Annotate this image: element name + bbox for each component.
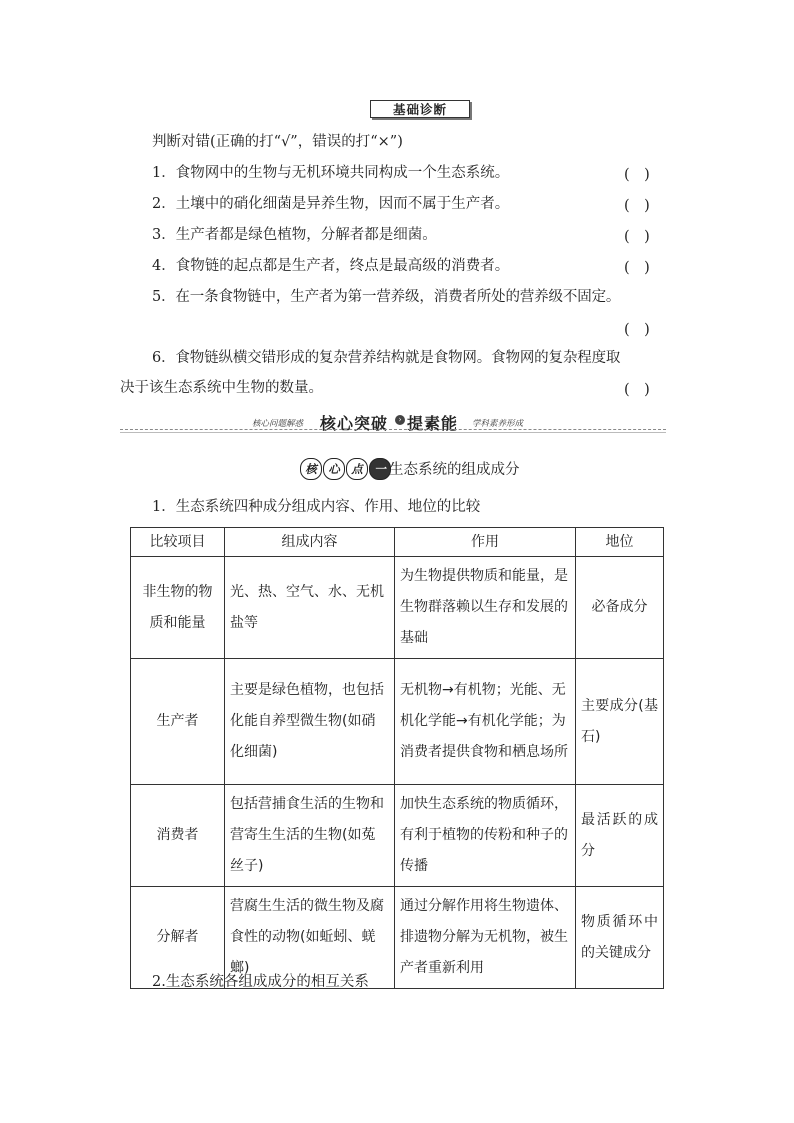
table-cell: 加快生态系统的物质循环，有利于植物的传粉和种子的传播 <box>395 785 576 887</box>
badge-char: 核 <box>300 458 322 480</box>
table-cell: 包括营捕食生活的生物和营寄生生活的生物(如菟丝子) <box>225 785 395 887</box>
table-cell: 生产者 <box>131 659 225 785</box>
answer-paren-4[interactable]: ( ) <box>624 260 650 276</box>
table-cell: 主要是绿色植物，也包括化能自养型微生物(如硝化细菌) <box>225 659 395 785</box>
answer-paren-6[interactable]: ( ) <box>624 382 650 398</box>
question-6-line2: 决于该生态系统中生物的数量。 <box>120 380 323 396</box>
badge-char: 点 <box>346 458 368 480</box>
section-title-part1: 核心突破 <box>320 414 389 433</box>
answer-paren-2[interactable]: ( ) <box>624 198 650 214</box>
divider-rule <box>120 429 666 430</box>
table-row <box>131 557 664 659</box>
table-cell: 消费者 <box>131 785 225 887</box>
answer-paren-1[interactable]: ( ) <box>624 167 650 183</box>
question-4: 4．食物链的起点都是生产者，终点是最高级的消费者。 <box>152 258 510 274</box>
diagnosis-banner: 基础诊断 <box>370 100 470 118</box>
badge-char: 心 <box>323 458 345 480</box>
answer-paren-5[interactable]: ( ) <box>624 322 650 338</box>
section-right-caption: 学科素养形成 <box>472 419 524 429</box>
question-2: 2．土壤中的硝化细菌是异养生物，因而不属于生产者。 <box>152 196 510 212</box>
header-cell: 组成内容 <box>225 528 395 557</box>
badge-char: 一 <box>369 458 391 480</box>
question-1: 1．食物网中的生物与无机环境共同构成一个生态系统。 <box>152 165 510 181</box>
section-left-caption: 核心问题解惑 <box>252 419 304 429</box>
question-6-line1: 6．食物链纵横交错形成的复杂营养结构就是食物网。食物网的复杂程度取 <box>152 350 621 366</box>
table-cell: 必备成分 <box>576 557 664 659</box>
core-point-badge <box>300 458 391 480</box>
instruction-text: 判断对错(正确的打“√”，错误的打“×”) <box>152 134 403 150</box>
divider-rule-bottom <box>120 432 666 433</box>
table-heading: 1．生态系统四种成分组成内容、作用、地位的比较 <box>152 499 481 515</box>
table-cell: 营腐生生活的微生物及腐食性的动物(如蚯蚓、蜣螂) <box>225 887 395 989</box>
answer-paren-3[interactable]: ( ) <box>624 229 650 245</box>
header-cell: 地位 <box>576 528 664 557</box>
arrow-circle-icon: › <box>395 415 405 425</box>
table-cell: 物质循环中的关键成分 <box>576 887 664 989</box>
table-cell: 主要成分(基石) <box>576 659 664 785</box>
comparison-table <box>130 527 664 989</box>
table-cell: 为生物提供物质和能量，是生物群落赖以生存和发展的基础 <box>395 557 576 659</box>
section-divider <box>120 408 666 434</box>
table-cell: 通过分解作用将生物遗体、排遗物分解为无机物，被生产者重新利用 <box>395 887 576 989</box>
point-title: 生态系统的组成成分 <box>389 462 520 478</box>
question-5: 5．在一条食物链中，生产者为第一营养级，消费者所处的营养级不固定。 <box>152 289 621 305</box>
header-cell: 比较项目 <box>131 528 225 557</box>
table-cell: 分解者 <box>131 887 225 989</box>
header-cell: 作用 <box>395 528 576 557</box>
table-header-row <box>131 528 664 557</box>
table-row <box>131 659 664 785</box>
section-title-part2: 提素能 <box>407 414 459 433</box>
table-cell: 非生物的物质和能量 <box>131 557 225 659</box>
table-cell: 光、热、空气、水、无机盐等 <box>225 557 395 659</box>
table-cell: 无机物→有机物；光能、无机化学能→有机化学能；为消费者提供食物和栖息场所 <box>395 659 576 785</box>
table-cell: 最活跃的成分 <box>576 785 664 887</box>
relationship-heading: 2.生态系统各组成成分的相互关系 <box>152 974 369 990</box>
table-row <box>131 785 664 887</box>
question-3: 3．生产者都是绿色植物，分解者都是细菌。 <box>152 227 437 243</box>
